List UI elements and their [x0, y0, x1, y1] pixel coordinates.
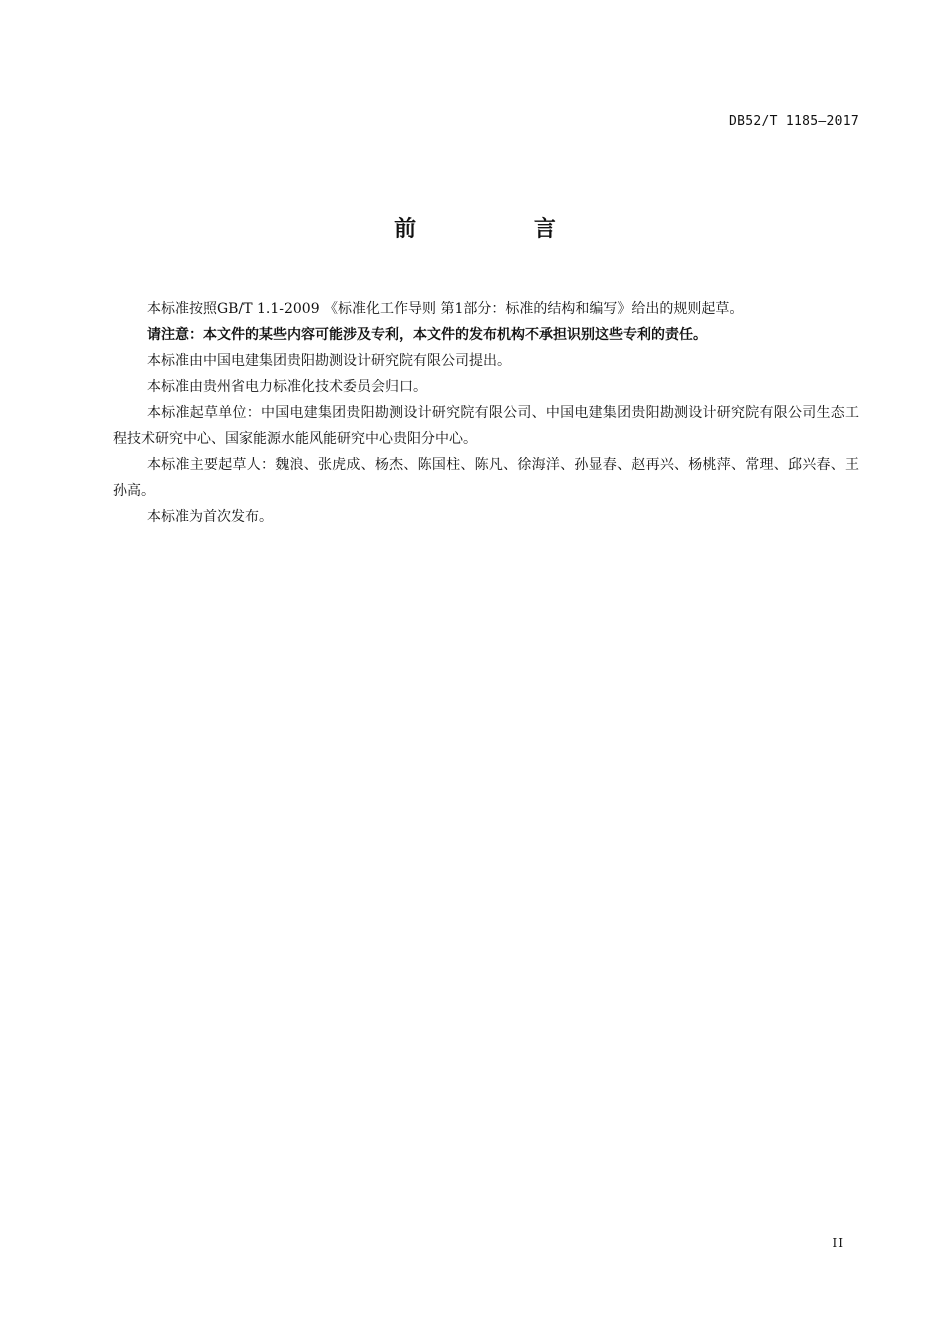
paragraph-drafting-rules: 本标准按照GB/T 1.1-2009 《标准化工作导则 第1部分：标准的结构和编写》给出的规则起草。 [147, 301, 744, 317]
page-number: II [832, 1236, 844, 1250]
paragraph-main-drafters: 本标准主要起草人：魏浪、张虎成、杨杰、陈国柱、陈凡、徐海洋、孙显春、赵再兴、杨桃萍、常理、邱兴春、王孙高。 [113, 457, 859, 499]
paragraph-patent-notice: 请注意：本文件的某些内容可能涉及专利，本文件的发布机构不承担识别这些专利的责任。 [147, 327, 707, 343]
paragraph-first-release: 本标准为首次发布。 [147, 509, 273, 525]
paragraph-drafting-organizations: 本标准起草单位：中国电建集团贵阳勘测设计研究院有限公司、中国电建集团贵阳勘测设计研究院有限公司生态工程技术研究中心、国家能源水能风能研究中心贵阳分中心。 [113, 405, 859, 447]
page-title: 前 言 [394, 217, 611, 242]
paragraph-centralized-unit: 本标准由贵州省电力标准化技术委员会归口。 [147, 379, 427, 395]
standard-code: DB52/T 1185—2017 [728, 114, 859, 129]
paragraph-proposer: 本标准由中国电建集团贵阳勘测设计研究院有限公司提出。 [147, 353, 511, 369]
foreword-body [113, 296, 859, 530]
